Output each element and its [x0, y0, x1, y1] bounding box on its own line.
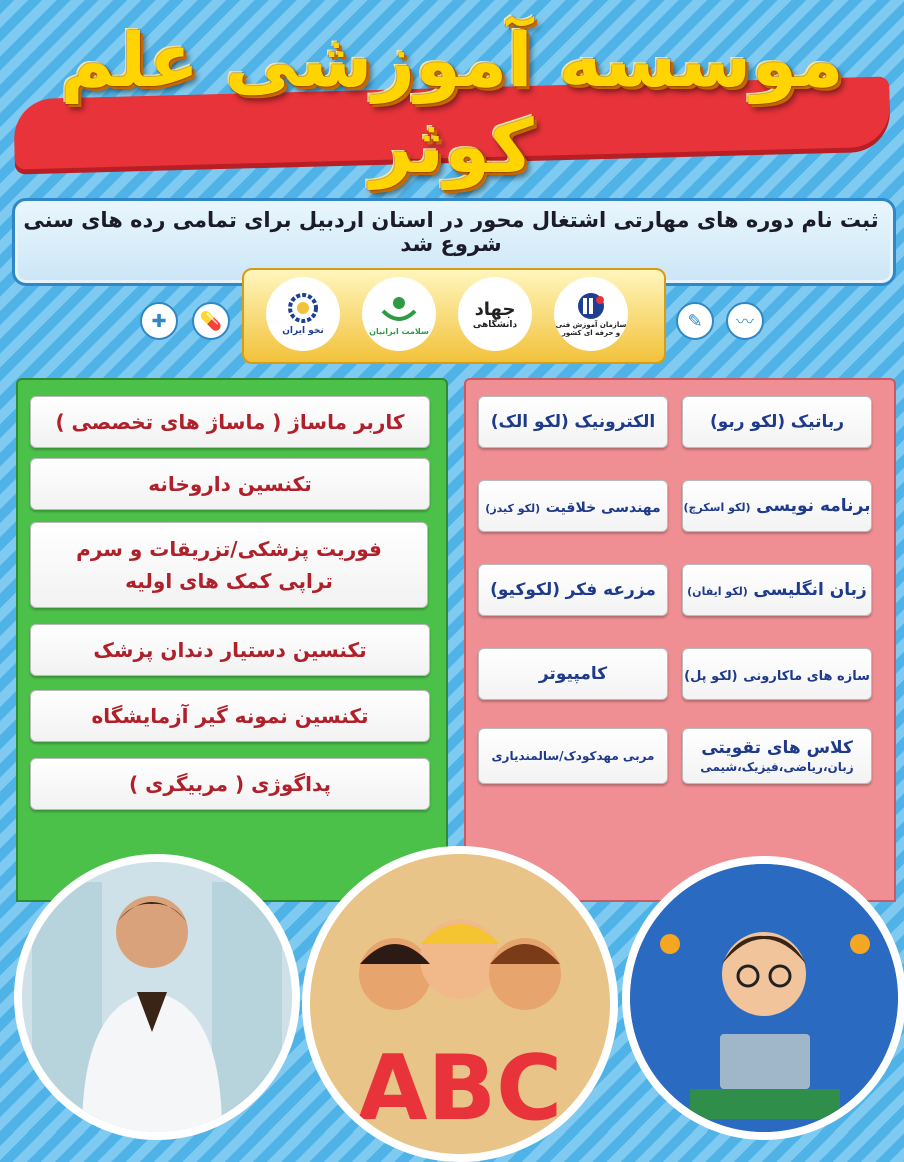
course-programming[interactable]: برنامه نویسی (لکو اسکرچ)	[682, 480, 872, 532]
salamat-logo: سلامت ایرانیان	[362, 277, 436, 351]
course-macaroni-structures[interactable]: سازه های ماکارونی (لکو پل)	[682, 648, 872, 700]
course-dental-assistant[interactable]: تکنسین دستیار دندان پزشک	[30, 624, 430, 676]
tvto-logo: سازمان آموزش فنی و حرفه ای کشور	[554, 277, 628, 351]
course-massage[interactable]: کاربر ماساژ ( ماساژ های تخصصی )	[30, 396, 430, 448]
right-courses-panel	[464, 378, 896, 902]
abc-letters: ABC	[357, 1036, 563, 1141]
course-kindergarten-elderly[interactable]: مربی مهدکودک/سالمندیاری	[478, 728, 668, 784]
pharmacist-photo	[14, 854, 300, 1140]
course-electronics[interactable]: الکترونیک (لکو الک)	[478, 396, 668, 448]
course-pharmacy-tech[interactable]: تکنسین داروخانه	[30, 458, 430, 510]
course-robotics[interactable]: رباتیک (لکو ربو)	[682, 396, 872, 448]
course-tutoring[interactable]: کلاس های تقویتی زبان،ریاضی،فیزیک،شیمی	[682, 728, 872, 784]
jahad-logo: جهاد دانشگاهی	[458, 277, 532, 351]
syringe-icon: ✎	[676, 302, 714, 340]
subtitle-text: ثبت نام دوره های مهارتی اشتغال محور در استان اردبیل برای تمامی رده های سنی شروع شد	[23, 208, 879, 256]
heartbeat-icon: 〰	[726, 302, 764, 340]
course-english[interactable]: زبان انگلیسی (لکو ایفان)	[682, 564, 872, 616]
nakhoiran-logo: نخو ایران	[266, 277, 340, 351]
medkit-icon: ✚	[140, 302, 178, 340]
course-computer[interactable]: کامپیوتر	[478, 648, 668, 700]
course-lab-sampler[interactable]: تکنسین نمونه گیر آزمایشگاه	[30, 690, 430, 742]
page-title: موسسه آموزشی علم کوثر	[60, 18, 844, 190]
course-creativity-engineering[interactable]: مهندسی خلاقیت (لکو کیدز)	[478, 480, 668, 532]
course-pedagogy[interactable]: پداگوژی ( مربیگری )	[30, 758, 430, 810]
pill-icon: 💊	[192, 302, 230, 340]
course-first-aid[interactable]: فوریت پزشکی/تزریقات و سرم تراپی کمک های اولیه	[30, 522, 428, 608]
course-thought-farm[interactable]: مزرعه فکر (لکوکیو)	[478, 564, 668, 616]
student-laptop-illustration	[622, 856, 904, 1140]
kids-abc-illustration	[302, 846, 618, 1162]
